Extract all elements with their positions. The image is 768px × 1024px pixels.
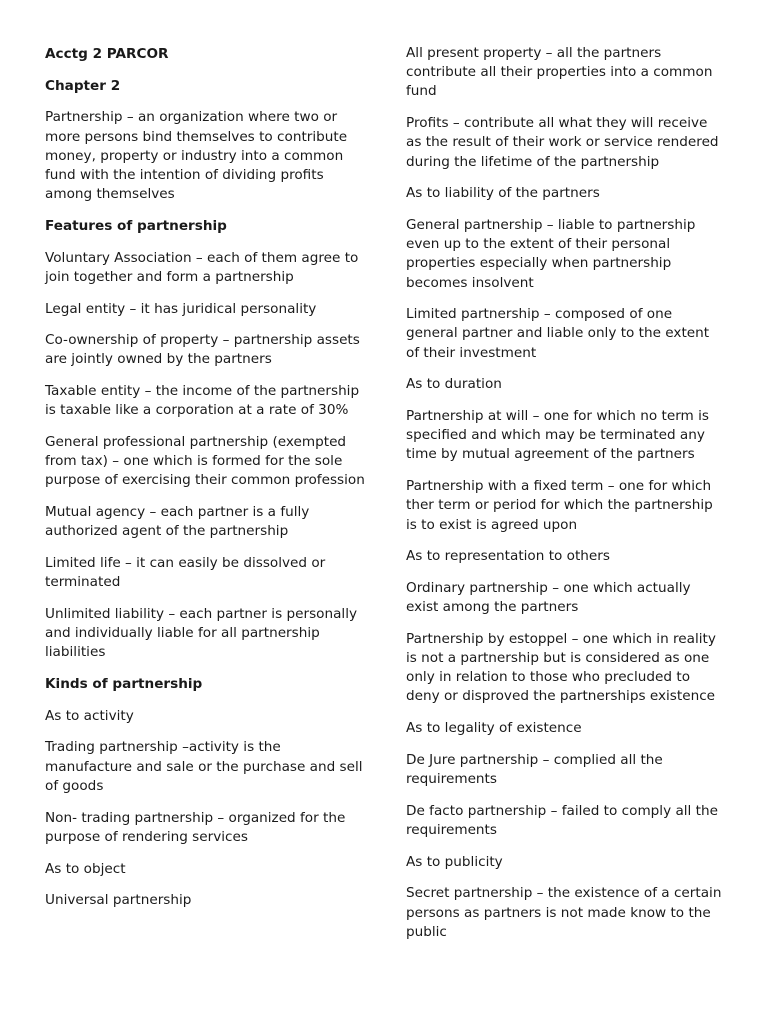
left-paragraph: As to activity: [45, 707, 134, 724]
left-paragraph: Trading partnership –activity is the manufacture and sale or the purchase and sell of goods: [45, 739, 363, 794]
left-heading: Acctg 2 PARCOR: [45, 46, 169, 62]
left-paragraph: Limited life – it can easily be dissolved or terminated: [45, 555, 326, 591]
right-paragraph: Secret partnership – the existence of a certain persons as partners is not made know to the public: [406, 885, 722, 940]
right-paragraph: As to liability of the partners: [406, 185, 600, 202]
right-paragraph: Ordinary partnership – one which actually exist among the partners: [406, 579, 691, 616]
right-column: [406, 0, 726, 955]
right-paragraph: Limited partnership – composed of one general partner and liable only to the extent of their investment: [406, 306, 710, 361]
right-paragraph: Partnership with a fixed term – one for which ther term or period for which the partnership is to exist is agreed upon: [406, 478, 713, 533]
left-paragraph: Co-ownership of property – partnership assets are jointly owned by the partners: [45, 332, 360, 368]
right-paragraph: Partnership at will – one for which no term is specified and which may be terminated any time by mutual agreement of the partners: [406, 408, 709, 463]
left-paragraph: Unlimited liability – each partner is personally and individually liable for all partnership liabilities: [45, 605, 358, 661]
right-paragraph: Profits – contribute all what they will receive as the result of their work or service rendered during the lifetime of the partnership: [406, 115, 719, 170]
right-paragraph: Partnership by estoppel – one which in reality is not a partnership but is considered as one only in relation to those who precluded to deny or disproved the partnerships existence: [406, 630, 716, 705]
right-paragraph: General partnership – liable to partnership even up to the extent of their personal properties especially when partnership becomes insolvent: [406, 216, 696, 291]
right-paragraph: All present property – all the partners contribute all their properties into a common fund: [406, 45, 713, 100]
left-paragraph: Universal partnership: [45, 892, 192, 909]
right-paragraph: As to legality of existence: [406, 720, 582, 737]
right-paragraph: As to representation to others: [406, 548, 610, 565]
right-paragraph: As to duration: [406, 376, 502, 393]
left-paragraph: Partnership – an organization where two or more persons bind themselves to contribute money, property or industry into a common fund with the intention of dividing profits among themselves: [45, 109, 348, 203]
left-heading: Kinds of partnership: [45, 676, 203, 693]
right-paragraph: De Jure partnership – complied all the requirements: [406, 751, 663, 788]
left-heading: Chapter 2: [45, 77, 121, 94]
left-paragraph: Voluntary Association – each of them agree to join together and form a partnership: [45, 249, 359, 285]
left-paragraph: As to object: [45, 860, 126, 877]
left-column: [45, 0, 365, 923]
left-paragraph: Taxable entity – the income of the partnership is taxable like a corporation at a rate of 30%: [45, 383, 360, 419]
left-paragraph: Mutual agency – each partner is a fully authorized agent of the partnership: [45, 504, 310, 540]
left-paragraph: Non- trading partnership – organized for the purpose of rendering services: [45, 809, 346, 845]
right-paragraph: De facto partnership – failed to comply all the requirements: [406, 802, 718, 838]
right-paragraph: As to publicity: [406, 853, 503, 870]
left-paragraph: Legal entity – it has juridical personality: [45, 300, 317, 317]
left-paragraph: General professional partnership (exempted from tax) – one which is formed for the sole purpose of exercising their common profession: [45, 434, 365, 489]
left-heading: Features of partnership: [45, 217, 227, 234]
